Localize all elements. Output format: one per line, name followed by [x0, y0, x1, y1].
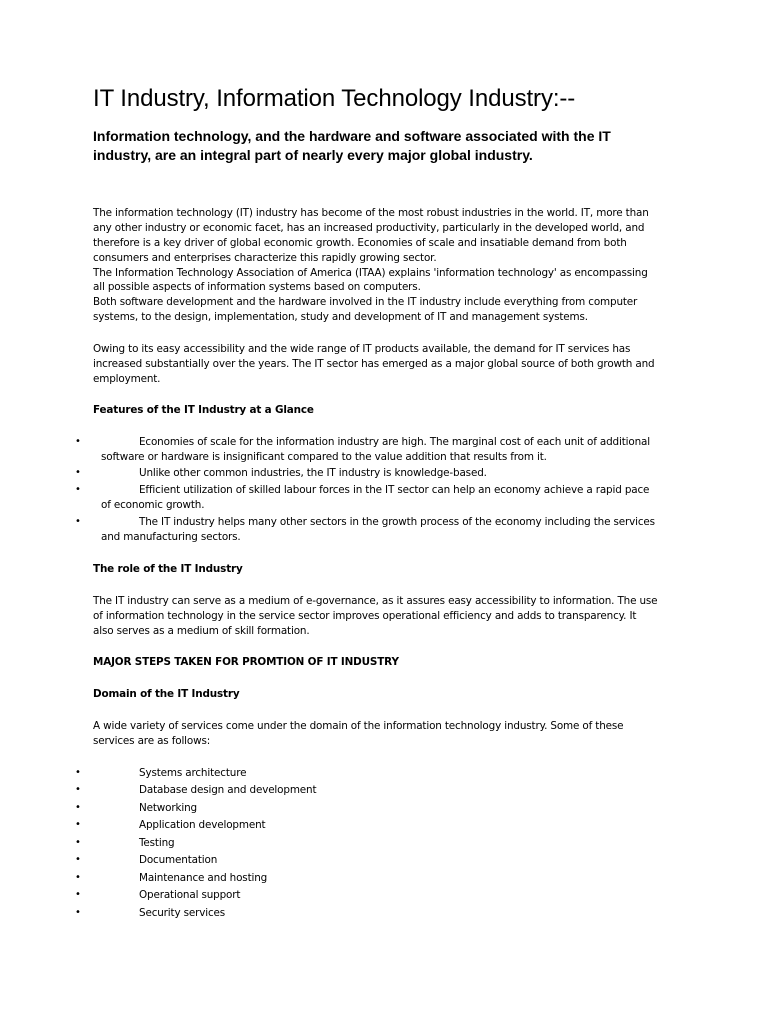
list-item-text: Testing: [139, 837, 175, 849]
list-item-text-cont: software or hardware is insignificant compared to the value addition that results from it.: [101, 451, 547, 463]
list-item-text: Systems architecture: [139, 767, 247, 779]
domain-heading: Domain of the IT Industry: [93, 688, 240, 700]
demand-line: increased substantially over the years. The IT sector has emerged as a major global source of both growth and: [93, 358, 655, 370]
intro-line: Both software development and the hardware involved in the IT industry include everything from computer: [93, 296, 638, 308]
bullet-icon: •: [75, 837, 81, 848]
bullet-icon: •: [75, 889, 81, 900]
bullet-icon: •: [75, 436, 81, 447]
page-subtitle: Information technology, and the hardware and software associated with the IT industry, are an integral part of nearly every major global industry.: [93, 128, 611, 163]
bullet-icon: •: [75, 784, 81, 795]
intro-line: consumers and enterprises characterize this rapidly growing sector.: [93, 252, 437, 264]
list-item-text: Unlike other common industries, the IT industry is knowledge-based.: [139, 467, 487, 479]
bullet-icon: •: [75, 907, 81, 918]
list-item-text: Application development: [139, 819, 266, 831]
list-item-text: Efficient utilization of skilled labour forces in the IT sector can help an economy achieve a rapid pace: [139, 484, 650, 496]
role-heading: The role of the IT Industry: [93, 563, 243, 575]
list-item-text: Database design and development: [139, 784, 317, 796]
list-item-text: Security services: [139, 907, 226, 919]
role-line: also serves as a medium of skill formation.: [93, 625, 310, 637]
list-item-text: Networking: [139, 802, 197, 814]
bullet-icon: •: [75, 767, 81, 778]
bullet-icon: •: [75, 467, 81, 478]
list-item-text: Economies of scale for the information industry are high. The marginal cost of each unit of additional: [139, 436, 650, 448]
steps-heading: MAJOR STEPS TAKEN FOR PROMTION OF IT INDUSTRY: [93, 656, 399, 668]
features-heading: Features of the IT Industry at a Glance: [93, 404, 314, 416]
domain-line: services are as follows:: [93, 735, 211, 747]
list-item-text-cont: of economic growth.: [101, 499, 205, 511]
demand-line: employment.: [93, 373, 161, 385]
role-line: of information technology in the service sector improves operational efficiency and adds to transparency. It: [93, 610, 637, 622]
list-item-text-cont: and manufacturing sectors.: [101, 531, 241, 543]
demand-line: Owing to its easy accessibility and the wide range of IT products available, the demand for IT services has: [93, 343, 631, 355]
list-item-text: The IT industry helps many other sectors in the growth process of the economy including the services: [139, 516, 655, 528]
intro-line: The information technology (IT) industry has become of the most robust industries in the world. IT, more than: [93, 207, 649, 219]
intro-line: all possible aspects of information systems based on computers.: [93, 281, 421, 293]
list-item-text: Documentation: [139, 854, 218, 866]
bullet-icon: •: [75, 819, 81, 830]
list-item-text: Maintenance and hosting: [139, 872, 268, 884]
page-title: IT Industry, Information Technology Industry:--: [93, 85, 576, 112]
list-item-text: Operational support: [139, 889, 241, 901]
bullet-icon: •: [75, 872, 81, 883]
bullet-icon: •: [75, 854, 81, 865]
domain-line: A wide variety of services come under the domain of the information technology industry. Some of these: [93, 720, 624, 732]
bullet-icon: •: [75, 484, 81, 495]
bullet-icon: •: [75, 516, 81, 527]
intro-line: The Information Technology Association of America (ITAA) explains 'information technology' as encompassing: [93, 267, 648, 279]
role-line: The IT industry can serve as a medium of e-governance, as it assures easy accessibility to information. The use: [93, 595, 658, 607]
intro-line: therefore is a key driver of global economic growth. Economies of scale and insatiable demand from both: [93, 237, 627, 249]
intro-line: systems, to the design, implementation, study and development of IT and management systems.: [93, 311, 588, 323]
bullet-icon: •: [75, 802, 81, 813]
intro-line: any other industry or economic facet, has an increased productivity, particularly in the developed world, and: [93, 222, 645, 234]
